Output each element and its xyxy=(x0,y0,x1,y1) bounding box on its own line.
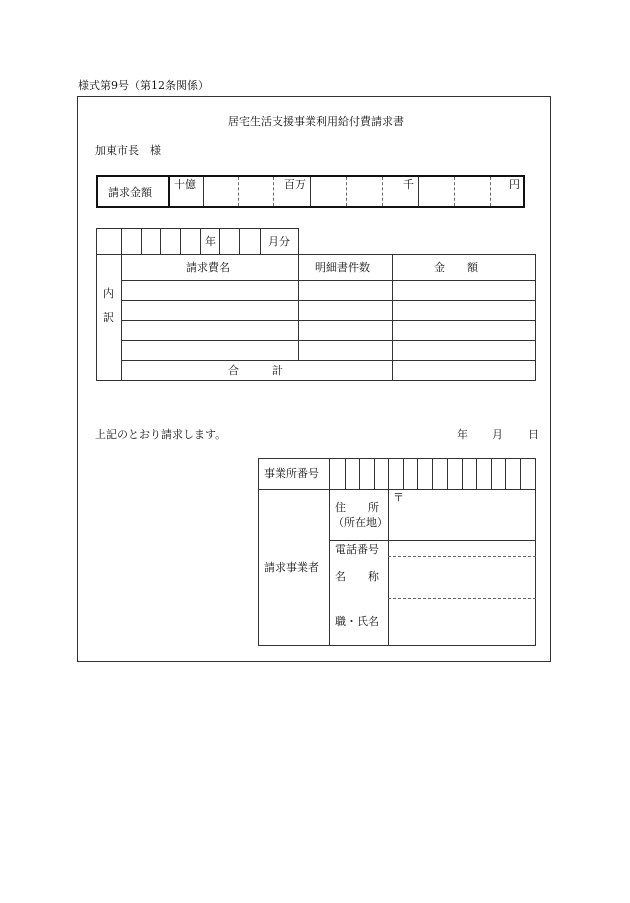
phone-label: 電話番号 xyxy=(335,543,379,556)
office-number-label: 事業所番号 xyxy=(264,467,319,480)
breakdown-side-label-2: 訳 xyxy=(103,311,114,324)
title-name-label: 職・氏名 xyxy=(335,615,379,628)
period-month-label: 月分 xyxy=(268,235,290,248)
amount-box xyxy=(96,175,525,208)
address-label: 住 所 xyxy=(335,501,379,514)
unit-billion: 十億 xyxy=(174,178,196,191)
header-statement-count: 明細書件数 xyxy=(315,261,370,274)
unit-thousand: 千 xyxy=(403,178,414,191)
addressee: 加東市長 様 xyxy=(95,144,161,157)
name-label: 名 称 xyxy=(335,570,379,583)
amount-label: 請求金額 xyxy=(108,186,152,199)
form-title: 居宅生活支援事業利用給付費請求書 xyxy=(228,115,404,128)
unit-yen: 円 xyxy=(509,178,520,191)
header-claim-name: 請求費名 xyxy=(186,261,230,274)
address-sublabel: （所在地） xyxy=(333,516,388,529)
statement: 上記のとおり請求します。 xyxy=(95,428,227,441)
total-label: 合 計 xyxy=(228,364,283,377)
period-year-label: 年 xyxy=(205,235,216,248)
unit-million: 百万 xyxy=(284,178,306,191)
postal-mark: 〒 xyxy=(393,491,404,504)
date-month: 月 xyxy=(492,428,503,441)
form-id: 様式第9号（第12条関係） xyxy=(78,79,209,92)
claimant-group-label: 請求事業者 xyxy=(264,561,319,574)
claimant-table xyxy=(258,458,536,646)
breakdown-side-label-1: 内 xyxy=(103,287,114,300)
date-year: 年 xyxy=(457,428,468,441)
header-amount: 金 額 xyxy=(434,261,478,274)
date-day: 日 xyxy=(528,428,539,441)
